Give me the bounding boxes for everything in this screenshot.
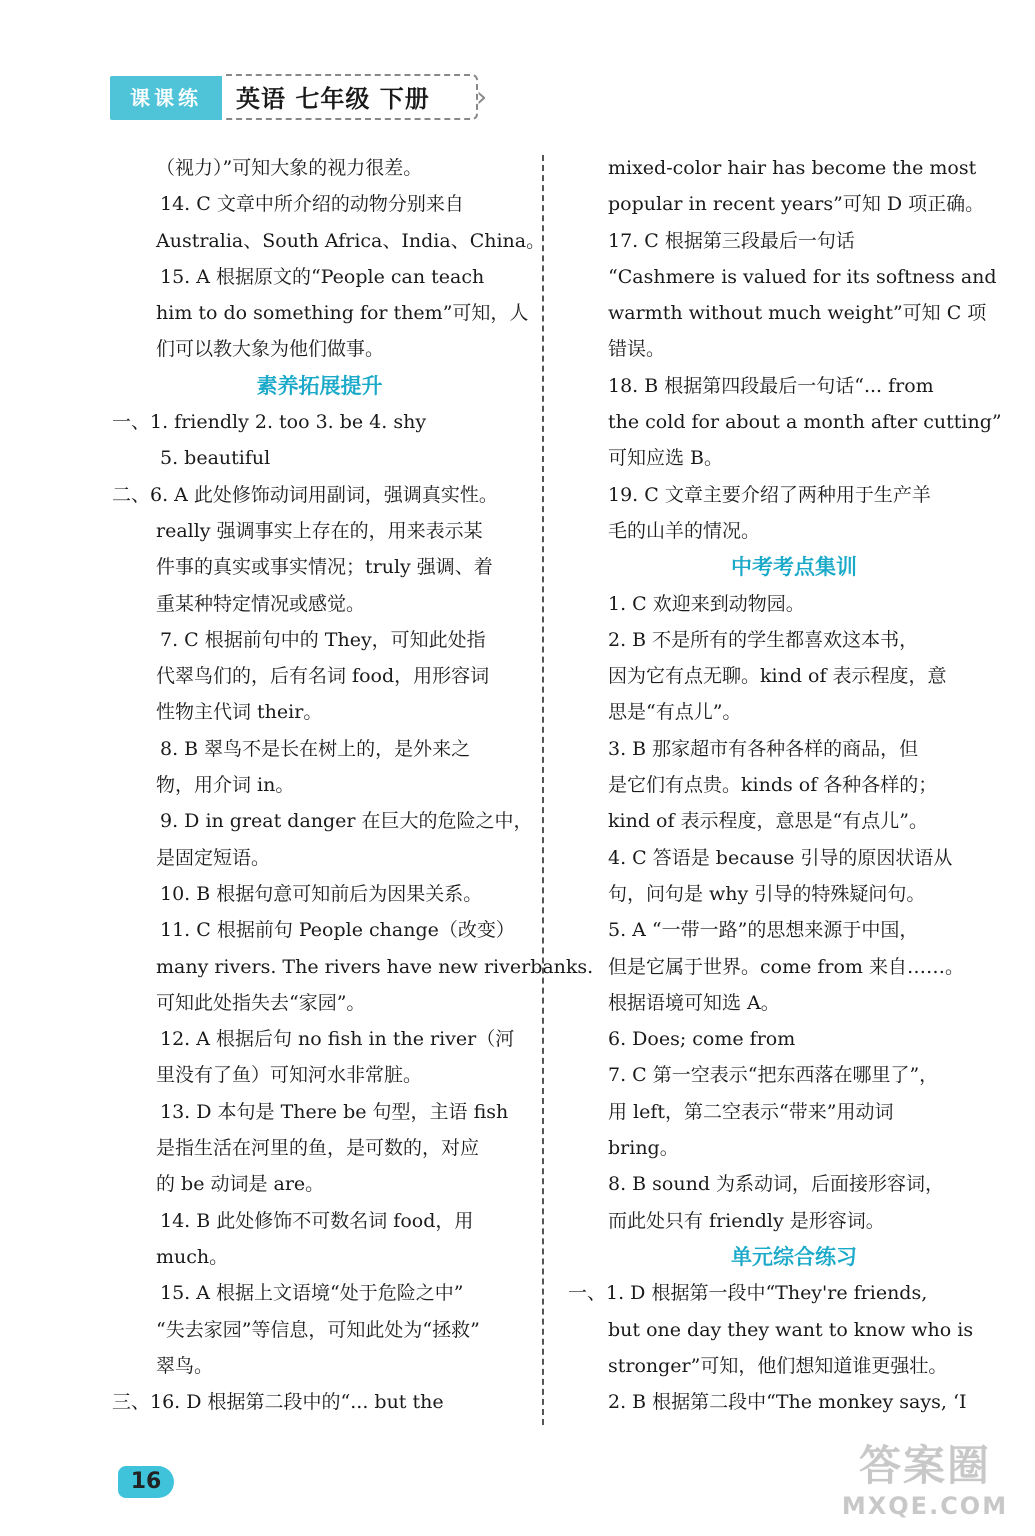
text-line: the cold for about a month after cutting” [608,411,1002,434]
text-line: 14. C 文章中所介绍的动物分别来自 [160,193,464,216]
chevron-right-icon: › [476,80,488,113]
text-line: 代翠鸟们的，后有名词 food，用形容词 [156,665,490,688]
text-line: much。 [156,1245,229,1268]
text-line: 13. D 本句是 There be 句型，主语 fish [160,1100,509,1123]
text-line: 6. Does; come from [608,1028,796,1051]
text-line: but one day they want to know who is [608,1318,974,1341]
text-line: warmth without much weight”可知 C 项 [608,302,987,325]
book-title: 英语 七年级 下册 [226,74,478,120]
watermark-text: 答案圈 [858,1441,991,1490]
text-line: bring。 [608,1137,679,1160]
series-brand: 课课练 [110,76,222,120]
text-line: 句，问句是 why 引导的特殊疑问句。 [608,882,926,905]
text-line: 17. C 根据第三段最后一句话 [608,229,855,252]
text-line: 但是它属于世界。come from 来自……。 [608,955,964,978]
text-line: 可知应选 B。 [608,447,724,470]
text-line: 是指生活在河里的鱼，是可数的，对应 [156,1137,480,1160]
text-line: 5. A “一带一路”的思想来源于中国， [608,919,919,942]
text-line: 是它们有点贵。kinds of 各种各样的； [608,774,938,797]
text-line: 可知此处指失去“家园”。 [156,991,366,1014]
text-line: 8. B 翠鸟不是长在树上的，是外来之 [160,737,471,760]
left-column [112,150,594,1420]
text-line: 二、6. A 此处修饰动词用副词，强调真实性。 [112,483,498,506]
text-line: 3. B 那家超市有各种各样的商品，但 [608,737,919,760]
text-line: “Cashmere is valued for its softness and [608,265,997,288]
right-column [568,150,1002,1420]
text-line: 而此处只有 friendly 是形容词。 [608,1209,885,1232]
text-line: 一、1. friendly 2. too 3. be 4. shy [112,411,427,434]
text-line: many rivers. The rivers have new riverbanks. [156,955,594,978]
text-line: 4. C 答语是 because 引导的原因状语从 [608,846,953,869]
page-header [110,74,500,122]
text-line: 件事的真实或事实情况；truly 强调、着 [156,556,493,579]
text-line: 9. D in great danger 在巨大的危险之中， [160,810,533,833]
section-heading: 素养拓展提升 [256,373,383,398]
watermark-url: MXQE.COM [841,1492,1009,1520]
text-line: 是固定短语。 [156,846,271,869]
text-line: 12. A 根据后句 no fish in the river（河 [160,1028,515,1051]
text-line: 11. C 根据前句 People change（改变） [160,919,515,942]
text-line: 一、1. D 根据第一段中“They're friends, [568,1282,928,1305]
text-line: 15. A 根据上文语境“处于危险之中” [160,1282,464,1305]
text-line: 15. A 根据原文的“People can teach [160,265,485,288]
text-line: kind of 表示程度，意思是“有点儿”。 [608,810,928,833]
text-line: Australia、South Africa、India、China。 [156,229,546,252]
text-line: “失去家园”等信息，可知此处为“拯救” [156,1318,480,1341]
watermark-logo [830,1440,1020,1530]
text-line: 8. B sound 为系动词，后面接形容词， [608,1173,945,1196]
text-line: really 强调事实上存在的，用来表示某 [156,519,483,542]
text-line: 毛的山羊的情况。 [608,519,761,542]
text-line: 翠鸟。 [156,1354,214,1377]
text-line: 18. B 根据第四段最后一句话“... from [608,374,934,397]
text-line: 的 be 动词是 are。 [156,1173,325,1196]
page-number: 16 [118,1466,174,1498]
text-line: 2. B 不是所有的学生都喜欢这本书， [608,628,919,651]
text-line: 物，用介词 in。 [156,774,295,797]
text-line: popular in recent years”可知 D 项正确。 [608,193,985,216]
text-line: 们可以教大象为他们做事。 [156,338,385,361]
text-line: 错误。 [608,338,666,361]
text-line: 7. C 第一空表示“把东西落在哪里了”， [608,1064,939,1087]
text-line: 7. C 根据前句中的 They，可知此处指 [160,628,486,651]
text-line: 10. B 根据句意可知前后为因果关系。 [160,882,483,905]
text-line: 14. B 此处修饰不可数名词 food，用 [160,1209,474,1232]
text-line: 性物主代词 their。 [156,701,323,724]
text-line: 1. C 欢迎来到动物园。 [608,592,805,615]
text-line: （视力）”可知大象的视力很差。 [156,157,423,179]
section-heading: 中考考点集训 [731,555,857,580]
column-divider [542,155,544,1425]
text-line: him to do something for them”可知，人 [156,302,529,325]
text-line: 2. B 根据第二段中“The monkey says, ‘I [608,1391,967,1414]
text-line: 三、16. D 根据第二段中的“... but the [112,1391,444,1414]
text-line: 因为它有点无聊。kind of 表示程度，意 [608,665,947,688]
text-line: 根据语境可知选 A。 [608,991,780,1014]
text-line: mixed-color hair has become the most [608,157,977,179]
text-line: 19. C 文章主要介绍了两种用于生产羊 [608,483,931,506]
text-line: stronger”可知，他们想知道谁更强壮。 [608,1354,948,1377]
text-line: 5. beautiful [160,447,271,470]
text-line: 用 left，第二空表示“带来”用动词 [608,1100,894,1123]
text-line: 里没有了鱼）可知河水非常脏。 [156,1064,423,1087]
section-heading: 单元综合练习 [731,1244,857,1269]
text-line: 思是“有点儿”。 [608,701,742,724]
text-line: 重某种特定情况或感觉。 [156,592,366,615]
